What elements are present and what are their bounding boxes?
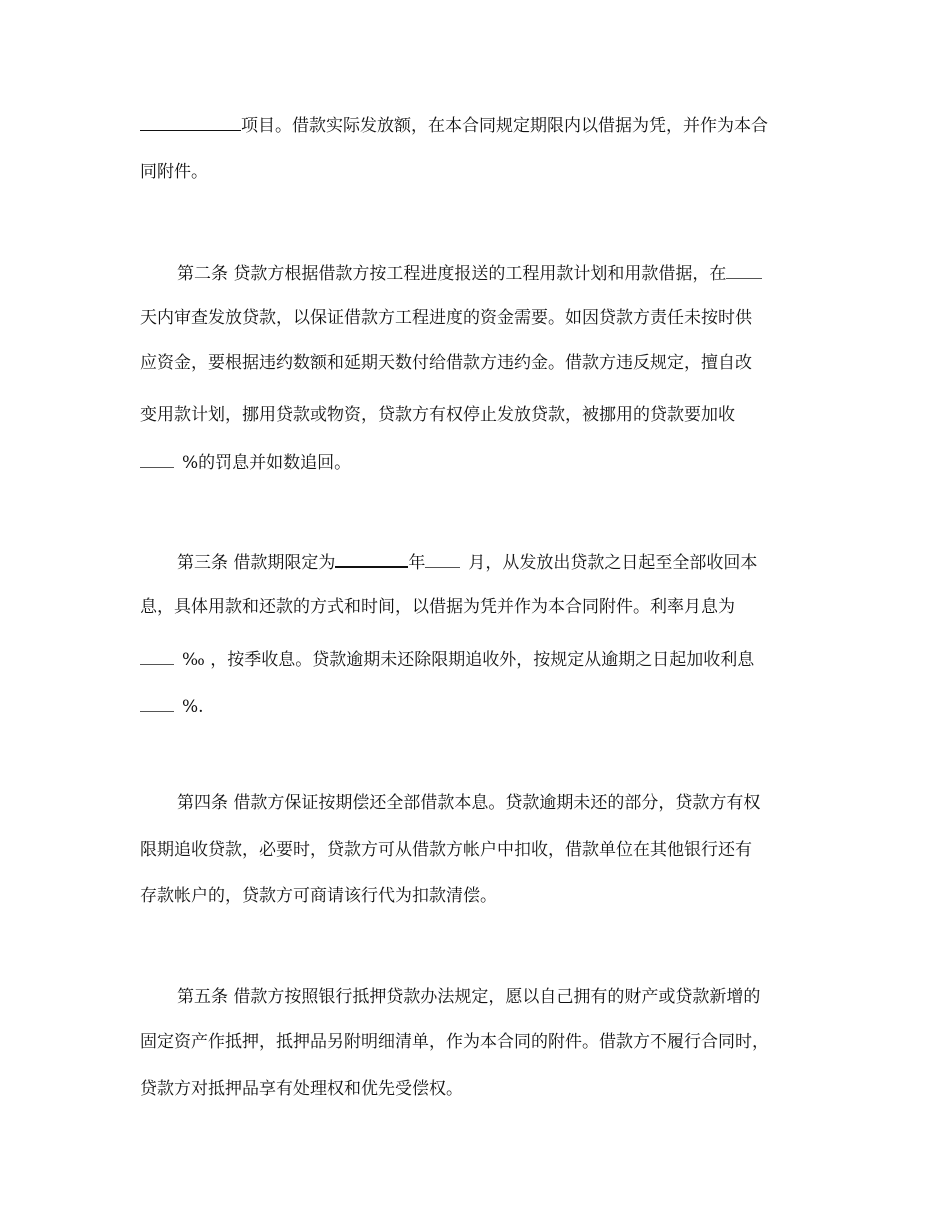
blank-field bbox=[425, 550, 460, 568]
clause3-line4 bbox=[140, 694, 820, 719]
clause2-line1 bbox=[177, 261, 820, 286]
clause4-line3: 存款帐户的，贷款方可商请该行代为扣款清偿。 bbox=[140, 886, 497, 906]
clause5-line1: 第五条 借款方按照银行抵押贷款办法规定，愿以自己拥有的财产或贷款新增的 bbox=[177, 987, 761, 1007]
clause2-line2: 天内审查发放贷款，以保证借款方工程进度的资金需要。如因贷款方责任未按时供 bbox=[140, 308, 752, 328]
clause3-line1-c: 月，从发放出贷款之日起至全部收回本 bbox=[468, 553, 758, 573]
clause3-line1 bbox=[177, 549, 820, 575]
clause2-line5-text: %的罚息并如数追回。 bbox=[182, 453, 352, 473]
clause4-line1: 第四条 借款方保证按期偿还全部借款本息。贷款逾期未还的部分，贷款方有权 bbox=[177, 793, 761, 813]
clause2-line5 bbox=[140, 450, 820, 475]
clause3-line1-a: 第三条 借款期限定为 bbox=[177, 553, 336, 573]
clause3-line3 bbox=[140, 647, 820, 672]
clause1-line1-text: 项目。借款实际发放额，在本合同规定期限内以借据为凭，并作为本合 bbox=[241, 116, 768, 136]
blank-field bbox=[140, 113, 241, 131]
clause5-line2: 固定资产作抵押，抵押品另附明细清单，作为本合同的附件。借款方不履行合同时， bbox=[140, 1032, 769, 1052]
blank-field bbox=[140, 450, 174, 468]
clause2-line4: 变用款计划，挪用贷款或物资，贷款方有权停止发放贷款，被挪用的贷款要加收 bbox=[140, 405, 735, 425]
clause2-line1-text: 第二条 贷款方根据借款方按工程进度报送的工程用款计划和用款借据，在 bbox=[177, 264, 727, 284]
clause5-line3: 贷款方对抵押品享有处理权和优先受偿权。 bbox=[140, 1079, 463, 1099]
clause4-line2: 限期追收贷款，必要时，贷款方可从借款方帐户中扣收，借款单位在其他银行还有 bbox=[140, 840, 752, 860]
clause1-line2: 同附件。 bbox=[140, 162, 208, 182]
clause3-line2: 息，具体用款和还款的方式和时间，以借据为凭并作为本合同附件。利率月息为 bbox=[140, 597, 735, 617]
blank-field bbox=[140, 647, 174, 665]
clause3-line1-b: 年 bbox=[408, 553, 426, 573]
clause3-line4-a: %. bbox=[182, 697, 204, 717]
blank-field bbox=[140, 694, 174, 712]
clause1-line1 bbox=[140, 113, 820, 138]
clause3-line3-a: ‰ ，按季收息。贷款逾期未还除限期追收外，按规定从逾期之日起加收利息 bbox=[182, 650, 755, 670]
blank-field bbox=[726, 261, 762, 279]
clause2-line3: 应资金，要根据违约数额和延期天数付给借款方违约金。借款方违反规定，擅自改 bbox=[140, 353, 752, 373]
blank-field bbox=[335, 549, 408, 568]
